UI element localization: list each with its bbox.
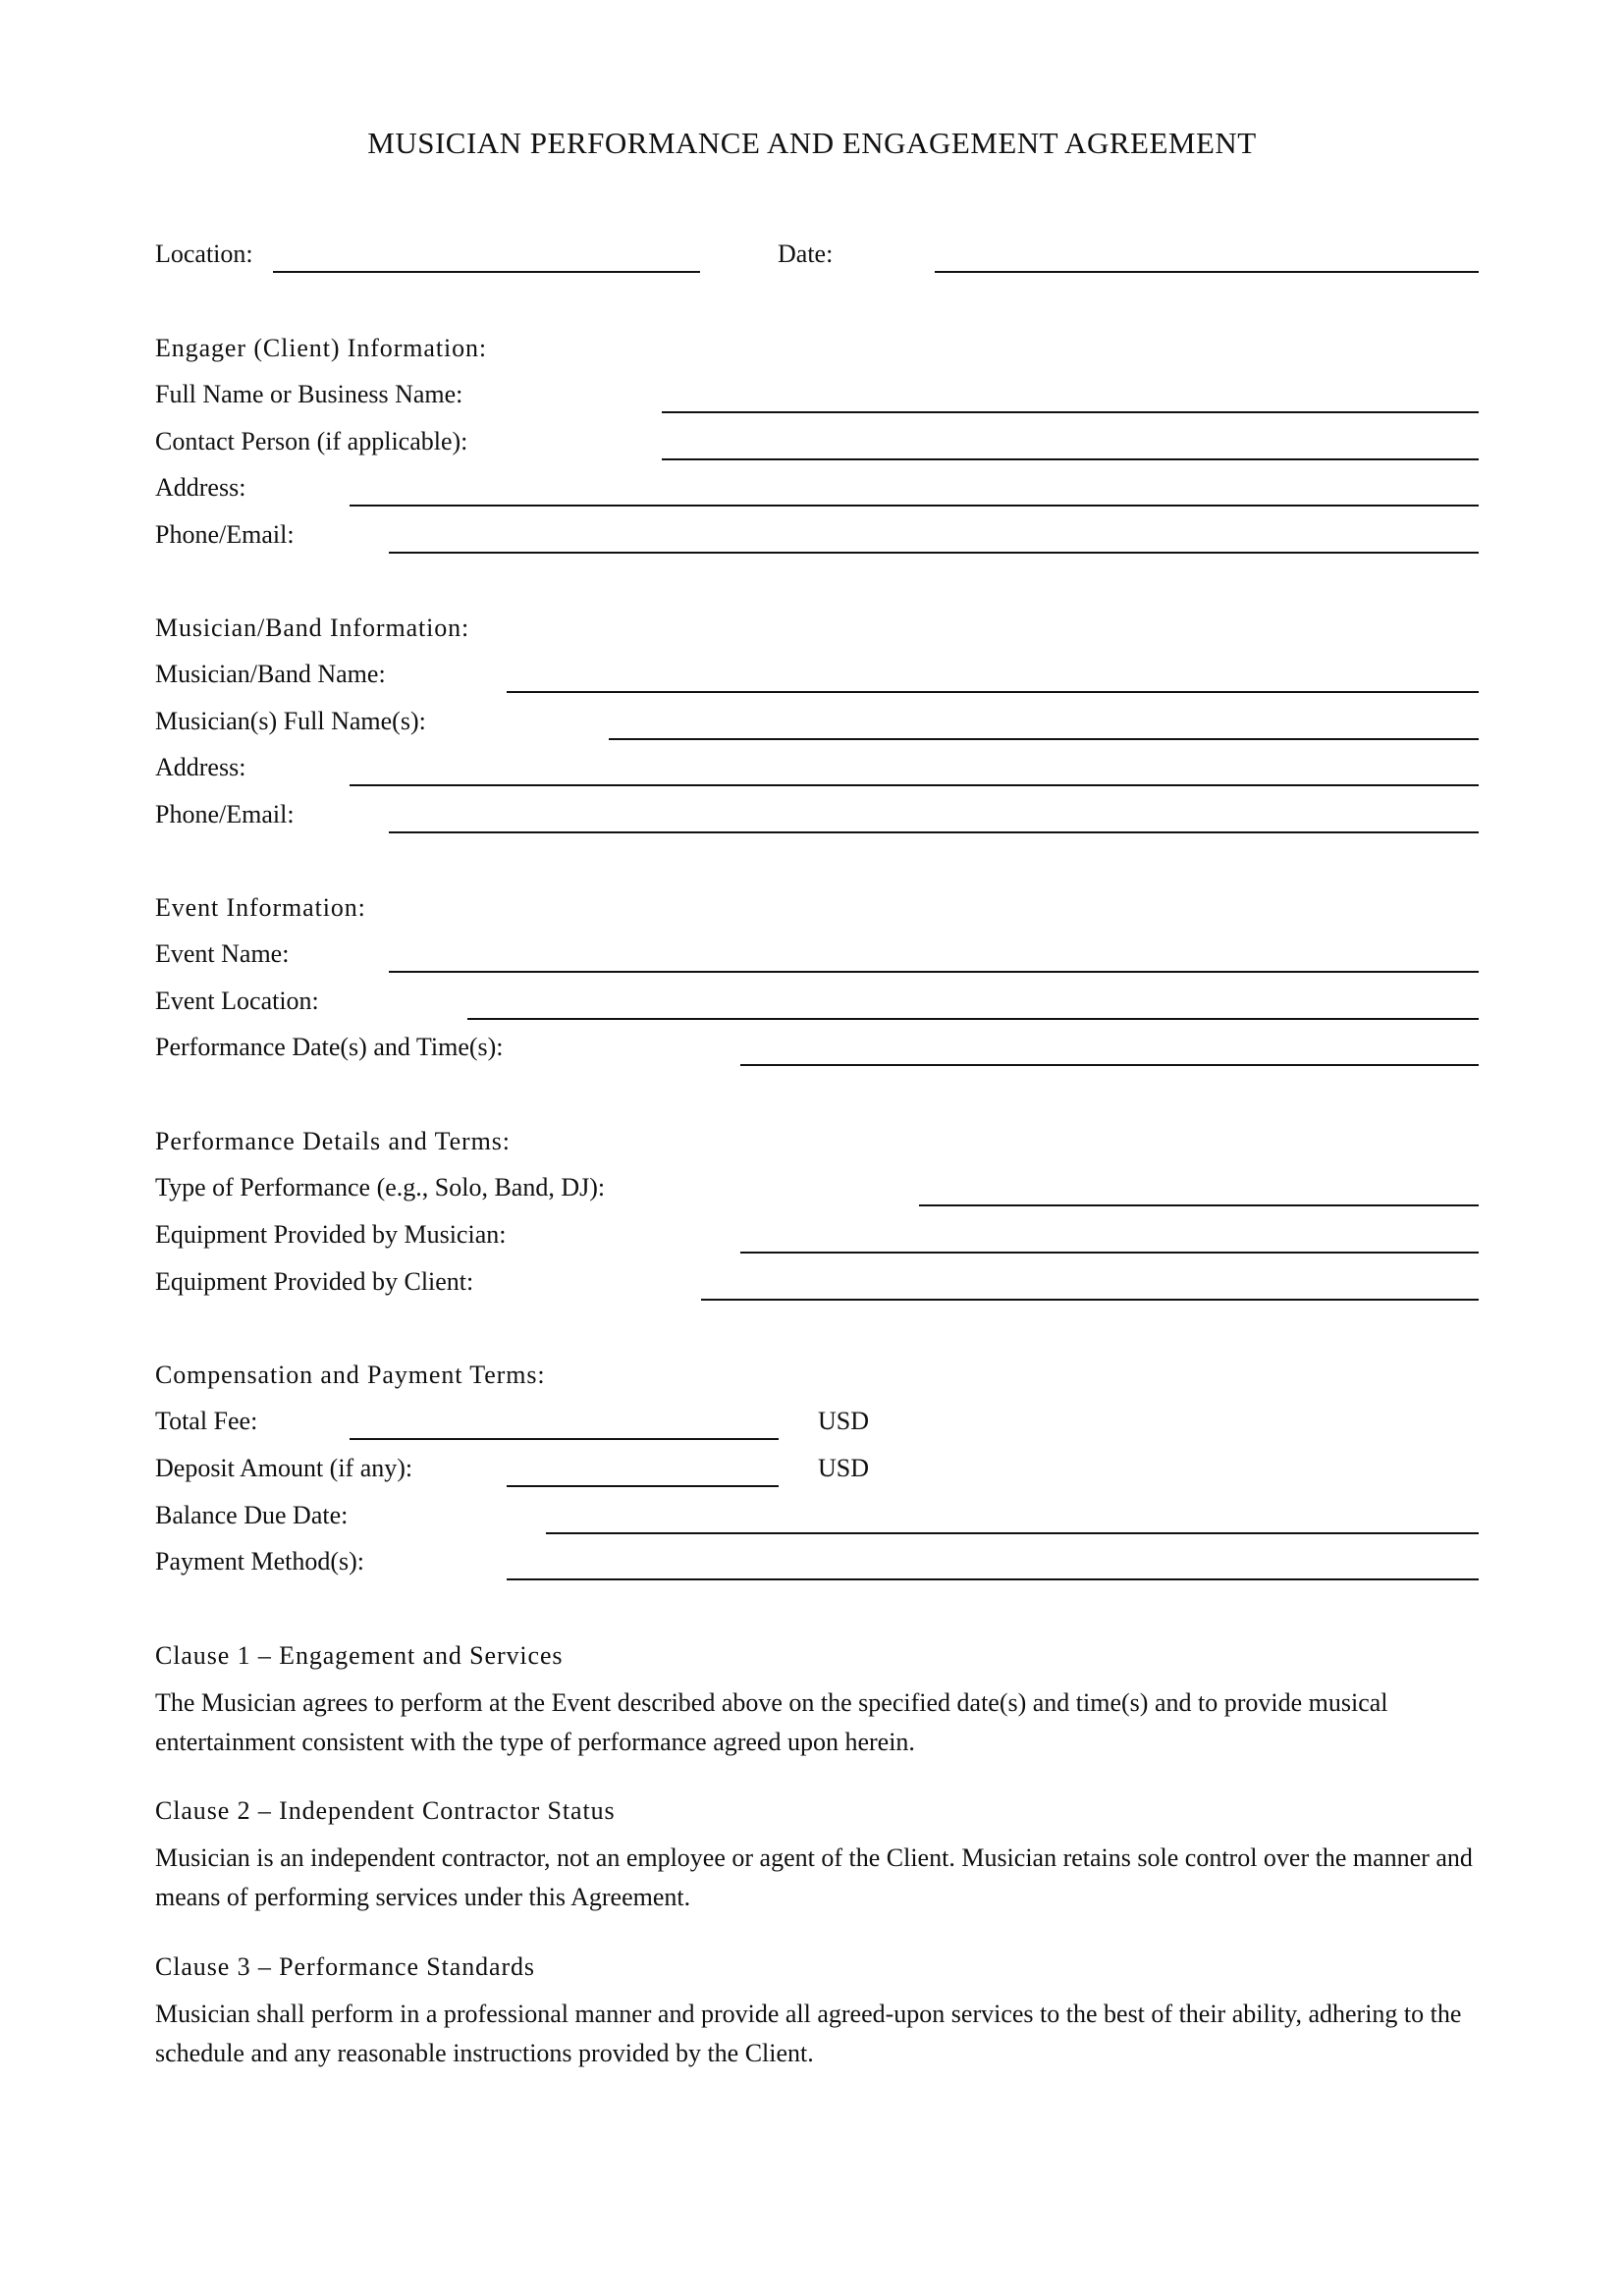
payment-methods-label: Payment Method(s): — [155, 1547, 365, 1575]
engager-contact-field[interactable] — [662, 458, 1479, 460]
engager-phone-field[interactable] — [389, 552, 1479, 554]
event-name-label: Event Name: — [155, 939, 290, 968]
clause-3-text: Musician shall perform in a professional manner and provide all agreed-upon services to the best of their ability, adhering to the schedule and any reasonable instructions provided by the Client. — [155, 2000, 1462, 2067]
total-fee-label: Total Fee: — [155, 1407, 258, 1435]
performance-dates-field[interactable] — [740, 1064, 1479, 1066]
performance-type-label: Type of Performance (e.g., Solo, Band, DJ): — [155, 1173, 606, 1201]
equipment-musician-field[interactable] — [740, 1252, 1479, 1254]
event-name-field[interactable] — [389, 971, 1479, 973]
deposit-label: Deposit Amount (if any): — [155, 1454, 413, 1482]
location-field[interactable] — [273, 271, 700, 273]
equipment-musician-label: Equipment Provided by Musician: — [155, 1220, 507, 1249]
performance-type-field[interactable] — [919, 1204, 1479, 1206]
date-label: Date: — [778, 240, 834, 268]
musician-address-field[interactable] — [350, 784, 1479, 786]
event-section-heading: Event Information: — [155, 893, 366, 922]
total-fee-field[interactable] — [350, 1438, 779, 1440]
musician-phone-field[interactable] — [389, 831, 1479, 833]
engager-section-heading: Engager (Client) Information: — [155, 334, 487, 362]
engager-address-label: Address: — [155, 473, 246, 502]
compensation-section-heading: Compensation and Payment Terms: — [155, 1361, 546, 1389]
musician-section-heading: Musician/Band Information: — [155, 614, 470, 642]
engager-full-name-field[interactable] — [662, 411, 1479, 413]
date-field[interactable] — [935, 271, 1479, 273]
clause-1-text: The Musician agrees to perform at the Event described above on the specified date(s) and time(s) and to provide musical entertainment consistent with the type of performance agreed upon herein. — [155, 1688, 1388, 1756]
deposit-currency: USD — [818, 1454, 870, 1482]
engager-phone-label: Phone/Email: — [155, 520, 295, 549]
location-label: Location: — [155, 240, 253, 268]
payment-methods-field[interactable] — [507, 1578, 1479, 1580]
performance-dates-label: Performance Date(s) and Time(s): — [155, 1033, 504, 1061]
event-location-field[interactable] — [467, 1018, 1479, 1020]
musician-full-names-label: Musician(s) Full Name(s): — [155, 707, 426, 735]
engager-full-name-label: Full Name or Business Name: — [155, 380, 463, 408]
event-location-label: Event Location: — [155, 987, 319, 1015]
performance-section-heading: Performance Details and Terms: — [155, 1127, 511, 1155]
clause-3-heading: Clause 3 – Performance Standards — [155, 1952, 535, 1981]
clause-1-heading: Clause 1 – Engagement and Services — [155, 1641, 564, 1670]
band-name-label: Musician/Band Name: — [155, 660, 386, 688]
equipment-client-label: Equipment Provided by Client: — [155, 1267, 474, 1296]
clause-2-text: Musician is an independent contractor, not an employee or agent of the Client. Musician retains sole control over the manner and means of performing services under this Agreement. — [155, 1843, 1473, 1911]
deposit-field[interactable] — [507, 1485, 779, 1487]
musician-phone-label: Phone/Email: — [155, 800, 295, 828]
musician-address-label: Address: — [155, 753, 246, 781]
balance-due-label: Balance Due Date: — [155, 1501, 349, 1529]
total-fee-currency: USD — [818, 1407, 870, 1435]
engager-contact-label: Contact Person (if applicable): — [155, 427, 468, 455]
equipment-client-field[interactable] — [701, 1299, 1479, 1301]
musician-full-names-field[interactable] — [609, 738, 1479, 740]
clause-2-heading: Clause 2 – Independent Contractor Status — [155, 1796, 616, 1825]
band-name-field[interactable] — [507, 691, 1479, 693]
engager-address-field[interactable] — [350, 505, 1479, 507]
balance-due-field[interactable] — [546, 1532, 1479, 1534]
document-title: MUSICIAN PERFORMANCE AND ENGAGEMENT AGREEMENT — [367, 126, 1257, 160]
